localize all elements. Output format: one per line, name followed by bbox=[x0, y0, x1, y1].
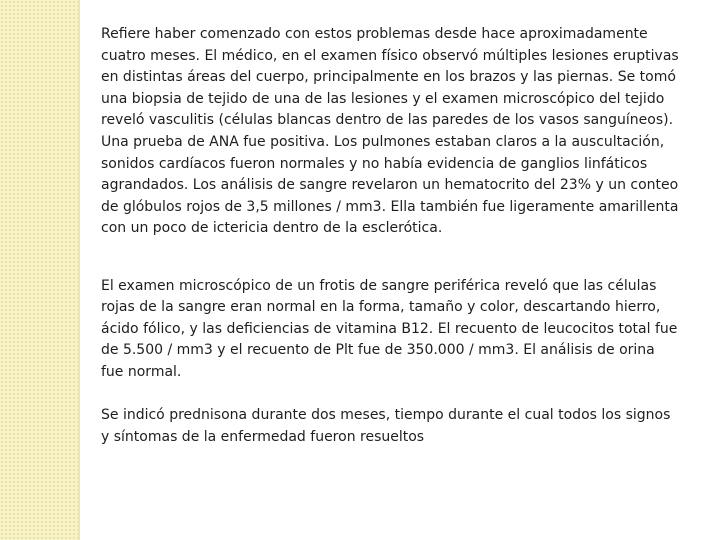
treatment-outcome-text: Se indicó prednisona durante dos meses, tiempo durante el cual todos los signos y síntomas de la enfermedad fueron resueltos bbox=[101, 407, 671, 445]
lab-findings-text: El examen microscópico de un frotis de sangre periférica reveló que las células rojas de la sangre eran normal en la forma, tamaño y color, descartando hierro, ácido fólico, y las deficiencias de vitamina B12. El recuento de leucocitos total fue de 5.500 / mm3 y el recuento de Plt fue de 350.000 / mm3. El análisis de orina fue normal. bbox=[101, 277, 678, 380]
paragraph-lab-findings bbox=[101, 254, 681, 470]
side-strip-border bbox=[78, 0, 80, 540]
paragraph-case-history: Refiere haber comenzado con estos problemas desde hace aproximadamente cuatro meses. El médico, en el examen físico observó múltiples lesiones eruptivas en distintas áreas del cuerpo, principalmente en los brazos y las piernas. Se tomó una biopsia de tejido de una de las lesiones y el examen microscópico del tejido reveló vasculitis (células blancas dentro de las paredes de los vasos sanguíneos). Una prueba de ANA fue positiva. Los pulmones estaban claros a la auscultación, sonidos cardíacos fueron normales y no había evidencia de ganglios linfáticos agrandados. Los análisis de sangre revelaron un hematocrito del 23% y un conteo de glóbulos rojos de 3,5 millones / mm3. Ella también fue ligeramente amarillenta con un poco de ictericia dentro de la esclerótica. bbox=[101, 26, 679, 237]
decorative-side-strip bbox=[0, 0, 78, 540]
slide-text-body bbox=[101, 24, 681, 470]
